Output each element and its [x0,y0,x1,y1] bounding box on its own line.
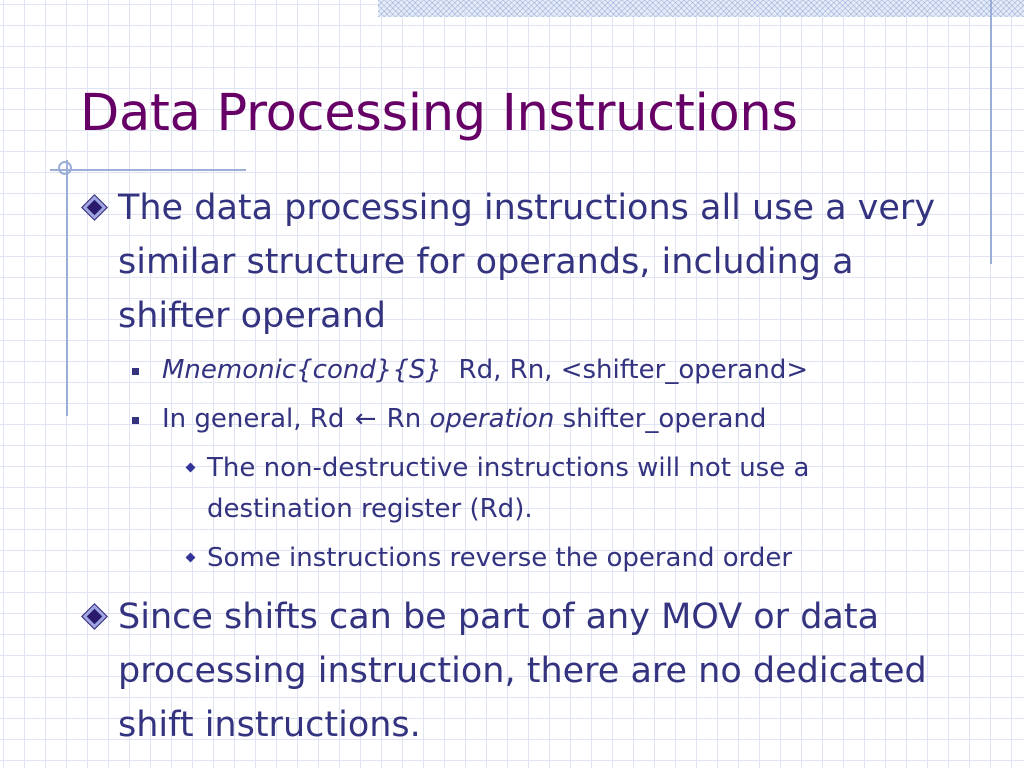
decorative-vertical-line-right [990,0,992,264]
operation-label: operation [429,404,555,434]
diamond-bullet-icon [82,604,106,628]
small-diamond-bullet-icon [186,553,196,563]
mnemonic-syntax: Mnemonic{cond}{S} [162,355,442,385]
top-pattern-band [378,0,1024,17]
bullet-text: The non-destructive instructions will not use a destination register (Rd). [207,453,810,524]
left-arrow-icon: ← [354,404,377,434]
rn-label: Rn [386,404,422,434]
operand-syntax: Rd, Rn, <shifter_operand> [458,355,809,385]
bullet-text [162,354,952,386]
bullet-item-level2 [132,403,952,435]
small-diamond-bullet-icon [186,463,196,473]
square-bullet-icon [132,417,139,424]
decorative-circle [58,161,72,175]
decorative-vertical-line-left [66,160,68,416]
bullet-item-level1 [84,181,964,343]
bullet-text: Some instructions reverse the operand order [207,543,793,573]
bullet-item-level3 [186,448,946,530]
bullet-item-level1 [84,590,964,752]
diamond-bullet-icon [82,195,106,219]
bullet-text: The data processing instructions all use a very similar structure for operands, including a shifter operand [118,188,936,336]
bullet-item-level3 [186,538,946,579]
bullet-text: Since shifts can be part of any MOV or data processing instruction, there are no dedicated shift instructions. [118,597,927,745]
decorative-horizontal-line [50,169,246,171]
general-prefix: In general, Rd [162,404,345,434]
shifter-operand-label: shifter_operand [562,404,767,434]
square-bullet-icon [132,368,139,375]
bullet-text [162,403,952,435]
slide-title: Data Processing Instructions [80,84,798,143]
bullet-item-level2 [132,354,952,386]
